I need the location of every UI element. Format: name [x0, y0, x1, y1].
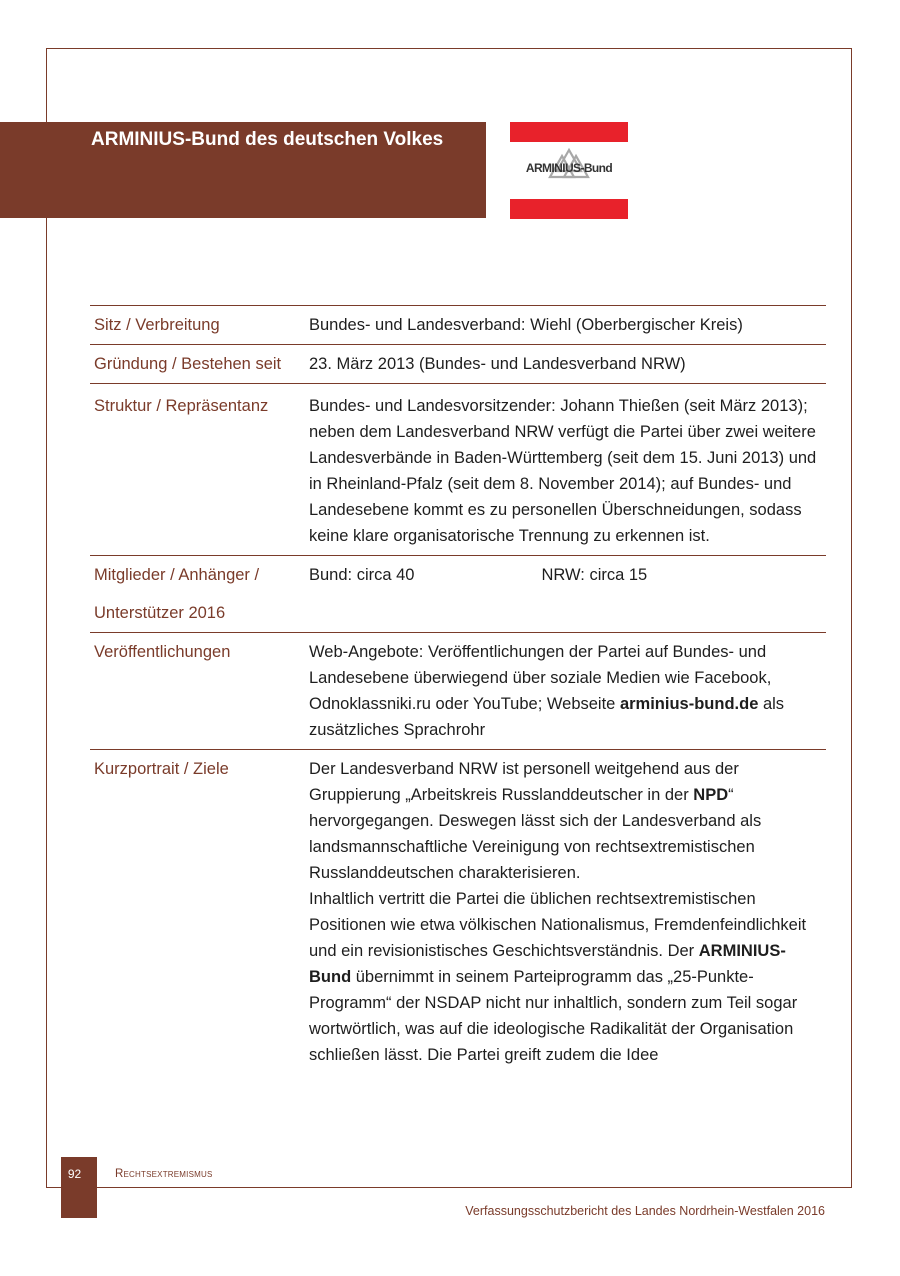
page-title: ARMINIUS-Bund des deutschen Volkes	[91, 129, 444, 150]
row-value: 23. März 2013 (Bundes- und Landesverband NRW)	[309, 355, 686, 373]
paragraph-text: übernimmt in seinem Parteiprogramm das „25-Punkte-Programm“ der NSDAP nicht nur inhaltlich, sondern zum Teil sogar wortwörtlich, was auf die ideologische Radikalität der Organisation schließen lässt. Die Partei greift zudem die Idee	[309, 968, 798, 1064]
row-value: Bundes- und Landesverband: Wiehl (Oberbergischer Kreis)	[309, 316, 743, 334]
arminius-bund-logo	[510, 122, 628, 219]
row-value	[309, 639, 826, 743]
members-bund: Bund: circa 40	[309, 566, 415, 584]
portrait-paragraph	[309, 886, 826, 1068]
row-label: Kurzportrait / Ziele	[94, 760, 229, 778]
npd-term: NPD	[693, 786, 729, 804]
paragraph-text: Inhaltlich vertritt die Partei die üblichen rechtsextremistischen Positionen wie etwa völkischen Nationalismus, Fremdenfeindlichkeit und ein revisionistisches Geschichtsverständnis. Der	[309, 890, 807, 960]
row-value: Bundes- und Landesvorsitzender: Johann Thießen (seit März 2013); neben dem Landesverband NRW verfügt die Partei über zwei weitere Landesverbände in Baden-Württemberg (seit dem 15. Juni 2013) und in Rheinland-Pfalz (seit dem 8. November 2014); auf Bundes- und Landesebene kommt es zu personellen Überschneidungen, sodass keine klare organisatorische Trennung zu erkennen ist.	[309, 397, 817, 545]
arminius-term: ARMINIUS-Bund	[309, 942, 786, 986]
row-label: Sitz / Verbreitung	[94, 316, 220, 334]
logo-text: ARMINIUS-Bund	[525, 161, 613, 175]
paragraph-text: “ hervorgegangen. Deswegen lässt sich der Landesverband als landsmannschaftliche Vereinigung von rechtsextremistischen Russlanddeutschen charakterisieren.	[309, 786, 762, 882]
row-value	[309, 556, 826, 632]
page-number-tab	[61, 1157, 97, 1218]
publications-text: als zusätzliches Sprachrohr	[309, 695, 785, 739]
info-table	[90, 305, 826, 1074]
page-number: 92	[67, 1167, 82, 1181]
row-label-line: Unterstützer 2016	[94, 604, 226, 622]
portrait-paragraph	[309, 756, 826, 886]
row-label: Struktur / Repräsentanz	[94, 397, 269, 415]
table-row-struktur	[90, 384, 826, 556]
website-name: arminius-bund.de	[619, 695, 759, 713]
row-label: Gründung / Bestehen seit	[94, 355, 282, 373]
row-value	[309, 756, 826, 1068]
section-label: Rechtsextremismus	[115, 1168, 213, 1180]
publications-text: Web-Angebote: Veröffentlichungen der Partei auf Bundes- und Landesebene überwiegend über soziale Medien wie Facebook, Odnoklassniki.ru oder YouTube; Webseite	[309, 643, 772, 713]
row-label: Veröffentlichungen	[94, 643, 231, 661]
table-row-mitglieder	[90, 556, 826, 633]
members-nrw: NRW: circa 15	[541, 566, 648, 584]
table-row-veroeffentlichungen	[90, 633, 826, 750]
table-row-gruendung	[90, 345, 826, 384]
row-label-line: Mitglieder / Anhänger /	[94, 566, 260, 584]
publication-footer: Verfassungsschutzbericht des Landes Nordrhein-Westfalen 2016	[465, 1204, 825, 1218]
table-row-kurzportrait	[90, 750, 826, 1074]
row-label	[90, 556, 309, 632]
table-row-sitz	[90, 306, 826, 345]
paragraph-text: Der Landesverband NRW ist personell weitgehend aus der Gruppierung „Arbeitskreis Russlanddeutscher in der	[309, 760, 739, 804]
